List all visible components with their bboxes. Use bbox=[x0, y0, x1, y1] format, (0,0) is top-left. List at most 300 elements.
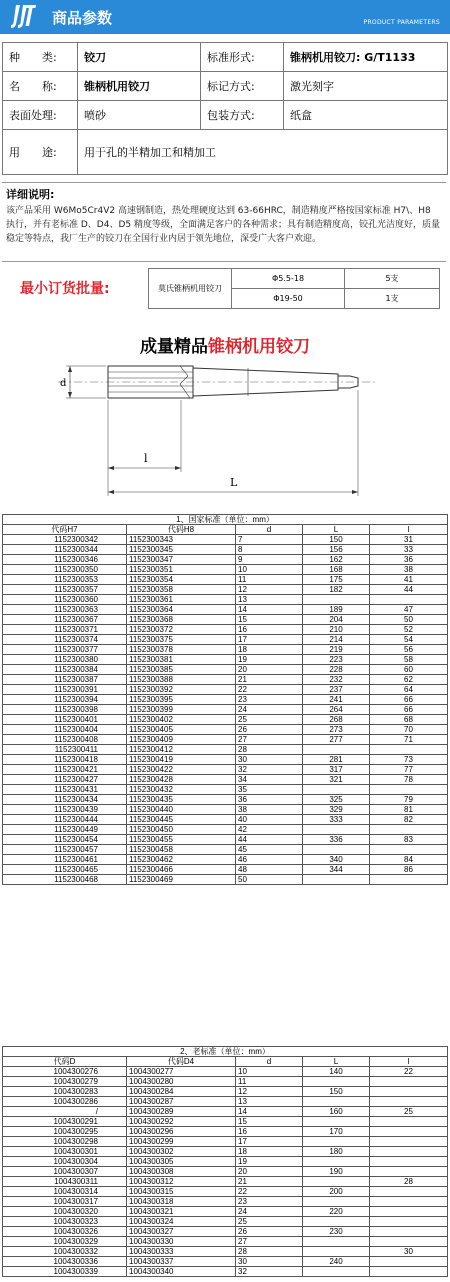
table-row bbox=[3, 1217, 448, 1227]
l-label: l bbox=[144, 452, 148, 465]
spec-row bbox=[3, 72, 448, 101]
table-cell: 1004300324 bbox=[127, 1217, 236, 1227]
table-cell: 1152300405 bbox=[127, 725, 236, 735]
table-cell: 1152300462 bbox=[127, 855, 236, 865]
table-cell bbox=[370, 1097, 448, 1107]
table-cell: 15 bbox=[236, 1117, 303, 1127]
table-cell: 62 bbox=[370, 675, 448, 685]
table-cell: 200 bbox=[303, 1187, 370, 1197]
table-cell: 1004300299 bbox=[127, 1137, 236, 1147]
table-cell: 140 bbox=[303, 1067, 370, 1077]
table-cell: 1152300434 bbox=[3, 795, 127, 805]
table-cell bbox=[370, 845, 448, 855]
table-cell: 1004300279 bbox=[3, 1077, 127, 1087]
table-cell: 47 bbox=[370, 605, 448, 615]
table-cell: 1004300317 bbox=[3, 1197, 127, 1207]
table-cell: 22 bbox=[370, 1067, 448, 1077]
table-cell: 1004300283 bbox=[3, 1087, 127, 1097]
table-cell: 210 bbox=[303, 625, 370, 635]
table-cell: 1152300387 bbox=[3, 675, 127, 685]
table-row bbox=[3, 735, 448, 745]
table-cell: 1004300280 bbox=[127, 1077, 236, 1087]
table-cell: 1152300402 bbox=[127, 715, 236, 725]
table-cell: 1152300435 bbox=[127, 795, 236, 805]
table-cell: 1152300469 bbox=[127, 875, 236, 885]
table-cell bbox=[303, 1137, 370, 1147]
table-cell bbox=[370, 785, 448, 795]
table-cell: 1152300371 bbox=[3, 625, 127, 635]
table-cell: 30 bbox=[236, 755, 303, 765]
table-cell: 180 bbox=[303, 1147, 370, 1157]
table-row bbox=[3, 1127, 448, 1137]
table-cell bbox=[370, 1237, 448, 1247]
table-cell: 77 bbox=[370, 765, 448, 775]
table-cell: 1004300277 bbox=[127, 1067, 236, 1077]
table-cell: 38 bbox=[236, 805, 303, 815]
table-cell bbox=[303, 1077, 370, 1087]
table-cell: 1152300357 bbox=[3, 585, 127, 595]
table-cell: 170 bbox=[303, 1127, 370, 1137]
table-cell: 1152300401 bbox=[3, 715, 127, 725]
table-cell: 1152300465 bbox=[3, 865, 127, 875]
table-cell: 12 bbox=[236, 585, 303, 595]
table-cell: 78 bbox=[370, 775, 448, 785]
table-cell: 42 bbox=[236, 825, 303, 835]
table-row bbox=[3, 685, 448, 695]
table-cell: 1152300418 bbox=[3, 755, 127, 765]
table-cell: 26 bbox=[236, 1227, 303, 1237]
table-row bbox=[3, 545, 448, 555]
table-cell bbox=[370, 1257, 448, 1267]
table-row bbox=[3, 1147, 448, 1157]
table-cell: 1152300342 bbox=[3, 535, 127, 545]
table-cell: 1152300450 bbox=[127, 825, 236, 835]
table-cell: 1004300332 bbox=[3, 1247, 127, 1257]
table-cell: 18 bbox=[236, 1147, 303, 1157]
table-cell: 1004300287 bbox=[127, 1097, 236, 1107]
table-cell: 1004300315 bbox=[127, 1187, 236, 1197]
table-cell: 1152300419 bbox=[127, 755, 236, 765]
table-cell: 25 bbox=[236, 1217, 303, 1227]
table-cell bbox=[303, 1197, 370, 1207]
section-title-black: 成量精品 bbox=[140, 337, 208, 357]
table-row bbox=[3, 705, 448, 715]
column-header: 代码H7 bbox=[3, 525, 127, 535]
table-cell: 321 bbox=[303, 775, 370, 785]
table-cell: 1004300312 bbox=[127, 1177, 236, 1187]
table-cell: 182 bbox=[303, 585, 370, 595]
table-row bbox=[3, 1197, 448, 1207]
table-cell: 81 bbox=[370, 805, 448, 815]
table-cell: 230 bbox=[303, 1227, 370, 1237]
table-row bbox=[3, 575, 448, 585]
header-bar bbox=[0, 0, 450, 34]
table-row bbox=[3, 865, 448, 875]
table-cell: 36 bbox=[370, 555, 448, 565]
table-cell: 83 bbox=[370, 835, 448, 845]
table-cell: 27 bbox=[236, 735, 303, 745]
table-cell: 1152300398 bbox=[3, 705, 127, 715]
table-cell: 1152300412 bbox=[127, 745, 236, 755]
table-cell: 10 bbox=[236, 565, 303, 575]
column-header: L bbox=[303, 525, 370, 535]
table-cell bbox=[370, 1187, 448, 1197]
table-cell: 1152300408 bbox=[3, 735, 127, 745]
table-row bbox=[3, 1257, 448, 1267]
table-cell bbox=[303, 825, 370, 835]
table-cell: 28 bbox=[370, 1177, 448, 1187]
spec-label: 标准形式: bbox=[201, 43, 284, 72]
table-cell: 79 bbox=[370, 795, 448, 805]
table-row bbox=[3, 745, 448, 755]
table-cell: 1004300323 bbox=[3, 1217, 127, 1227]
reamer-drawing bbox=[58, 354, 378, 502]
table-cell bbox=[370, 745, 448, 755]
table-cell: 1152300411 bbox=[3, 745, 127, 755]
table-cell: 35 bbox=[236, 785, 303, 795]
brand-logo bbox=[10, 2, 36, 30]
table-cell: 156 bbox=[303, 545, 370, 555]
detail-title: 详细说明: bbox=[6, 188, 55, 201]
table-cell: 23 bbox=[236, 1197, 303, 1207]
table-row bbox=[3, 815, 448, 825]
table-cell: 54 bbox=[370, 635, 448, 645]
detail-body: 该产品采用 W6Mo5Cr4V2 高速钢制造，热处理硬度达到 63-66HRC，制造精度严格按国家标准 H7\、H8 执行，并有老标准 D、D4、D5 精度等级，全面满足客户的各种需求；具有制造精度高，铰孔光洁度好，质量稳定等特点，我厂生产的铰刀在全国行业内居于领先地位，深受广大客户欢迎。 bbox=[6, 206, 440, 244]
table-cell: 1152300422 bbox=[127, 765, 236, 775]
table-cell: 1152300360 bbox=[3, 595, 127, 605]
table-row bbox=[3, 775, 448, 785]
table-cell: 58 bbox=[370, 655, 448, 665]
table-cell: 1152300377 bbox=[3, 645, 127, 655]
table-cell: 68 bbox=[370, 715, 448, 725]
table-cell: 1152300409 bbox=[127, 735, 236, 745]
table-row bbox=[3, 595, 448, 605]
table-cell: 70 bbox=[370, 725, 448, 735]
table-cell: / bbox=[3, 1107, 127, 1117]
table-cell: 228 bbox=[303, 665, 370, 675]
table-cell: 1152300391 bbox=[3, 685, 127, 695]
table-cell: 15 bbox=[236, 615, 303, 625]
table-cell bbox=[303, 785, 370, 795]
table-cell: 1152300385 bbox=[127, 665, 236, 675]
table-cell: 1004300301 bbox=[3, 1147, 127, 1157]
table-cell: 333 bbox=[303, 815, 370, 825]
table-cell: 16 bbox=[236, 625, 303, 635]
table-cell: 64 bbox=[370, 685, 448, 695]
table-cell: 28 bbox=[236, 1247, 303, 1257]
spec-label: 包装方式: bbox=[201, 101, 284, 130]
table-cell: 1152300439 bbox=[3, 805, 127, 815]
table-row bbox=[3, 1167, 448, 1177]
table-cell: 20 bbox=[236, 1167, 303, 1177]
table-cell: 27 bbox=[236, 1237, 303, 1247]
table-cell bbox=[303, 1217, 370, 1227]
table-cell: 1004300305 bbox=[127, 1157, 236, 1167]
table-cell: 1152300350 bbox=[3, 565, 127, 575]
table-cell: 11 bbox=[236, 575, 303, 585]
table-cell: 1004300337 bbox=[127, 1257, 236, 1267]
table-cell: 1004300291 bbox=[3, 1117, 127, 1127]
table-cell: 1004300289 bbox=[127, 1107, 236, 1117]
table-row bbox=[3, 1137, 448, 1147]
spec-label: 标记方式: bbox=[201, 72, 284, 101]
table-cell: 17 bbox=[236, 1137, 303, 1147]
table-cell: 1004300284 bbox=[127, 1087, 236, 1097]
table-row bbox=[3, 1077, 448, 1087]
table-cell: 1152300343 bbox=[127, 535, 236, 545]
table-cell: 1004300298 bbox=[3, 1137, 127, 1147]
table-cell: 340 bbox=[303, 855, 370, 865]
table-cell: 1152300432 bbox=[127, 785, 236, 795]
table-cell: 1152300449 bbox=[3, 825, 127, 835]
moq-table bbox=[148, 268, 440, 309]
table-cell bbox=[303, 1247, 370, 1257]
spec-row bbox=[3, 43, 448, 72]
table-cell bbox=[370, 1157, 448, 1167]
table-cell: 1004300336 bbox=[3, 1257, 127, 1267]
table-cell: 168 bbox=[303, 565, 370, 575]
table-cell: 50 bbox=[370, 615, 448, 625]
spec-label: 名 称: bbox=[3, 72, 78, 101]
spec-value: 激光刻字 bbox=[284, 72, 448, 101]
table-cell: 1152300388 bbox=[127, 675, 236, 685]
table-cell: 317 bbox=[303, 765, 370, 775]
table-row bbox=[3, 805, 448, 815]
L-label: L bbox=[230, 476, 238, 489]
table-cell: 150 bbox=[303, 1087, 370, 1097]
table-cell: 1152300381 bbox=[127, 655, 236, 665]
table-cell bbox=[303, 1097, 370, 1107]
table-cell bbox=[370, 595, 448, 605]
spec-value: 喷砂 bbox=[78, 101, 201, 130]
column-header: d bbox=[236, 1057, 303, 1067]
usage-label: 用 途: bbox=[3, 130, 78, 175]
table-row bbox=[3, 1187, 448, 1197]
spec-table bbox=[2, 42, 448, 175]
table-row bbox=[3, 1067, 448, 1077]
table-cell: 160 bbox=[303, 1107, 370, 1117]
table-cell: 24 bbox=[236, 705, 303, 715]
table-row bbox=[3, 1177, 448, 1187]
table-cell bbox=[303, 745, 370, 755]
table-cell: 1152300440 bbox=[127, 805, 236, 815]
table-row bbox=[3, 725, 448, 735]
table-cell: 1152300466 bbox=[127, 865, 236, 875]
table-cell: 86 bbox=[370, 865, 448, 875]
table-cell: 1152300354 bbox=[127, 575, 236, 585]
table-cell: 21 bbox=[236, 675, 303, 685]
table-cell: 232 bbox=[303, 675, 370, 685]
table-cell: 12 bbox=[236, 1087, 303, 1097]
table-cell: 19 bbox=[236, 655, 303, 665]
table-cell: 1152300392 bbox=[127, 685, 236, 695]
table-cell bbox=[303, 1237, 370, 1247]
table-cell: 1152300421 bbox=[3, 765, 127, 775]
table-caption: 1、国家标准（单位：mm） bbox=[3, 515, 448, 525]
table-cell: 1152300427 bbox=[3, 775, 127, 785]
table-cell: 1004300321 bbox=[127, 1207, 236, 1217]
table-cell bbox=[370, 1227, 448, 1237]
table-cell: 240 bbox=[303, 1257, 370, 1267]
table-cell bbox=[370, 1127, 448, 1137]
table-cell: 1152300380 bbox=[3, 655, 127, 665]
table-cell: 336 bbox=[303, 835, 370, 845]
table-row bbox=[3, 825, 448, 835]
table-cell: 13 bbox=[236, 1097, 303, 1107]
table-cell: 1004300314 bbox=[3, 1187, 127, 1197]
table-cell: 82 bbox=[370, 815, 448, 825]
table-row bbox=[3, 655, 448, 665]
table-cell: 32 bbox=[236, 765, 303, 775]
table-row bbox=[3, 675, 448, 685]
table-row bbox=[3, 785, 448, 795]
column-header: l bbox=[370, 1057, 448, 1067]
table-cell: 1152300372 bbox=[127, 625, 236, 635]
spec-label: 表面处理: bbox=[3, 101, 78, 130]
table-row bbox=[3, 715, 448, 725]
table-cell: 1152300404 bbox=[3, 725, 127, 735]
moq-product: 莫氏锥柄机用铰刀 bbox=[149, 269, 232, 309]
table-cell: 1004300304 bbox=[3, 1157, 127, 1167]
table-cell: 34 bbox=[236, 775, 303, 785]
table-cell: 1152300378 bbox=[127, 645, 236, 655]
table-cell bbox=[370, 1267, 448, 1277]
table-cell: 1152300399 bbox=[127, 705, 236, 715]
table-cell: 19 bbox=[236, 1157, 303, 1167]
spec-row bbox=[3, 101, 448, 130]
table-cell: 1004300307 bbox=[3, 1167, 127, 1177]
table-row bbox=[3, 875, 448, 885]
table-cell: 1004300320 bbox=[3, 1207, 127, 1217]
table-cell: 10 bbox=[236, 1067, 303, 1077]
table-cell: 1004300308 bbox=[127, 1167, 236, 1177]
table-cell: 162 bbox=[303, 555, 370, 565]
table-cell: 60 bbox=[370, 665, 448, 675]
table-cell: 14 bbox=[236, 605, 303, 615]
table-cell: 1004300339 bbox=[3, 1267, 127, 1277]
table-row bbox=[3, 1207, 448, 1217]
header-title: 商品参数 bbox=[52, 9, 113, 27]
table-cell: 26 bbox=[236, 725, 303, 735]
table-row bbox=[3, 755, 448, 765]
table-cell: 1152300428 bbox=[127, 775, 236, 785]
table-cell: 52 bbox=[370, 625, 448, 635]
spec-value: 锥柄机用铰刀 bbox=[78, 72, 201, 101]
table-cell: 1152300367 bbox=[3, 615, 127, 625]
spec-value: 锥柄机用铰刀: G/T1133 bbox=[284, 43, 448, 72]
table-cell: 50 bbox=[236, 875, 303, 885]
table-cell: 18 bbox=[236, 645, 303, 655]
table-row bbox=[3, 585, 448, 595]
table-cell: 220 bbox=[303, 1207, 370, 1217]
table-cell bbox=[370, 1137, 448, 1147]
table-row bbox=[3, 835, 448, 845]
table-cell: 237 bbox=[303, 685, 370, 695]
table-cell: 66 bbox=[370, 695, 448, 705]
table-cell bbox=[370, 1117, 448, 1127]
table-header-row bbox=[3, 525, 448, 535]
spec-value: 纸盒 bbox=[284, 101, 448, 130]
table-cell: 1152300457 bbox=[3, 845, 127, 855]
table-row bbox=[3, 605, 448, 615]
detail-section bbox=[2, 182, 446, 262]
table-cell: 25 bbox=[236, 715, 303, 725]
table-row bbox=[3, 1087, 448, 1097]
table-cell: 344 bbox=[303, 865, 370, 875]
table-cell: 1152300345 bbox=[127, 545, 236, 555]
national-standard-table bbox=[2, 514, 448, 885]
table-cell: 45 bbox=[236, 845, 303, 855]
table-cell bbox=[370, 875, 448, 885]
table-cell: 329 bbox=[303, 805, 370, 815]
table-cell: 1152300455 bbox=[127, 835, 236, 845]
table-cell: 1152300351 bbox=[127, 565, 236, 575]
table-cell bbox=[370, 1087, 448, 1097]
moq-range: Φ19-50 bbox=[232, 289, 345, 309]
table-cell: 22 bbox=[236, 685, 303, 695]
table-cell: 33 bbox=[370, 545, 448, 555]
table-cell: 1152300384 bbox=[3, 665, 127, 675]
table-cell: 1152300431 bbox=[3, 785, 127, 795]
table-cell: 1004300326 bbox=[3, 1227, 127, 1237]
table-cell bbox=[303, 1267, 370, 1277]
table-row bbox=[3, 1157, 448, 1167]
table-cell: 30 bbox=[236, 1257, 303, 1267]
table-cell: 22 bbox=[236, 1187, 303, 1197]
table-row bbox=[3, 855, 448, 865]
table-cell: 38 bbox=[370, 565, 448, 575]
table-row bbox=[3, 1097, 448, 1107]
table-cell: 30 bbox=[370, 1247, 448, 1257]
table-cell: 7 bbox=[236, 535, 303, 545]
table-cell: 1152300458 bbox=[127, 845, 236, 855]
table-cell: 1152300445 bbox=[127, 815, 236, 825]
table-cell bbox=[303, 845, 370, 855]
table-cell bbox=[370, 1167, 448, 1177]
table-cell: 1004300295 bbox=[3, 1127, 127, 1137]
table-caption-row bbox=[3, 515, 448, 525]
table-cell: 1152300454 bbox=[3, 835, 127, 845]
table-cell: 219 bbox=[303, 645, 370, 655]
table-cell: 1152300395 bbox=[127, 695, 236, 705]
moq-range: Φ5.5-18 bbox=[232, 269, 345, 289]
table-cell: 1152300358 bbox=[127, 585, 236, 595]
table-cell: 1152300361 bbox=[127, 595, 236, 605]
table-cell: 1152300444 bbox=[3, 815, 127, 825]
table-cell: 46 bbox=[236, 855, 303, 865]
table-row bbox=[3, 565, 448, 575]
table-cell: 14 bbox=[236, 1107, 303, 1117]
spec-label: 种 类: bbox=[3, 43, 78, 72]
table-cell: 190 bbox=[303, 1167, 370, 1177]
table-row bbox=[3, 1227, 448, 1237]
moq-label: 最小订货批量: bbox=[20, 281, 110, 297]
column-header: L bbox=[303, 1057, 370, 1067]
column-header: 代码D bbox=[3, 1057, 127, 1067]
table-cell: 204 bbox=[303, 615, 370, 625]
table-cell: 1152300347 bbox=[127, 555, 236, 565]
table-row bbox=[3, 1247, 448, 1257]
table-row bbox=[3, 625, 448, 635]
table-cell bbox=[370, 1197, 448, 1207]
table-cell bbox=[370, 1207, 448, 1217]
table-cell: 241 bbox=[303, 695, 370, 705]
table-cell: 1152300375 bbox=[127, 635, 236, 645]
table-row bbox=[3, 1117, 448, 1127]
table-caption-row bbox=[3, 1047, 448, 1057]
table-cell: 66 bbox=[370, 705, 448, 715]
table-cell: 273 bbox=[303, 725, 370, 735]
